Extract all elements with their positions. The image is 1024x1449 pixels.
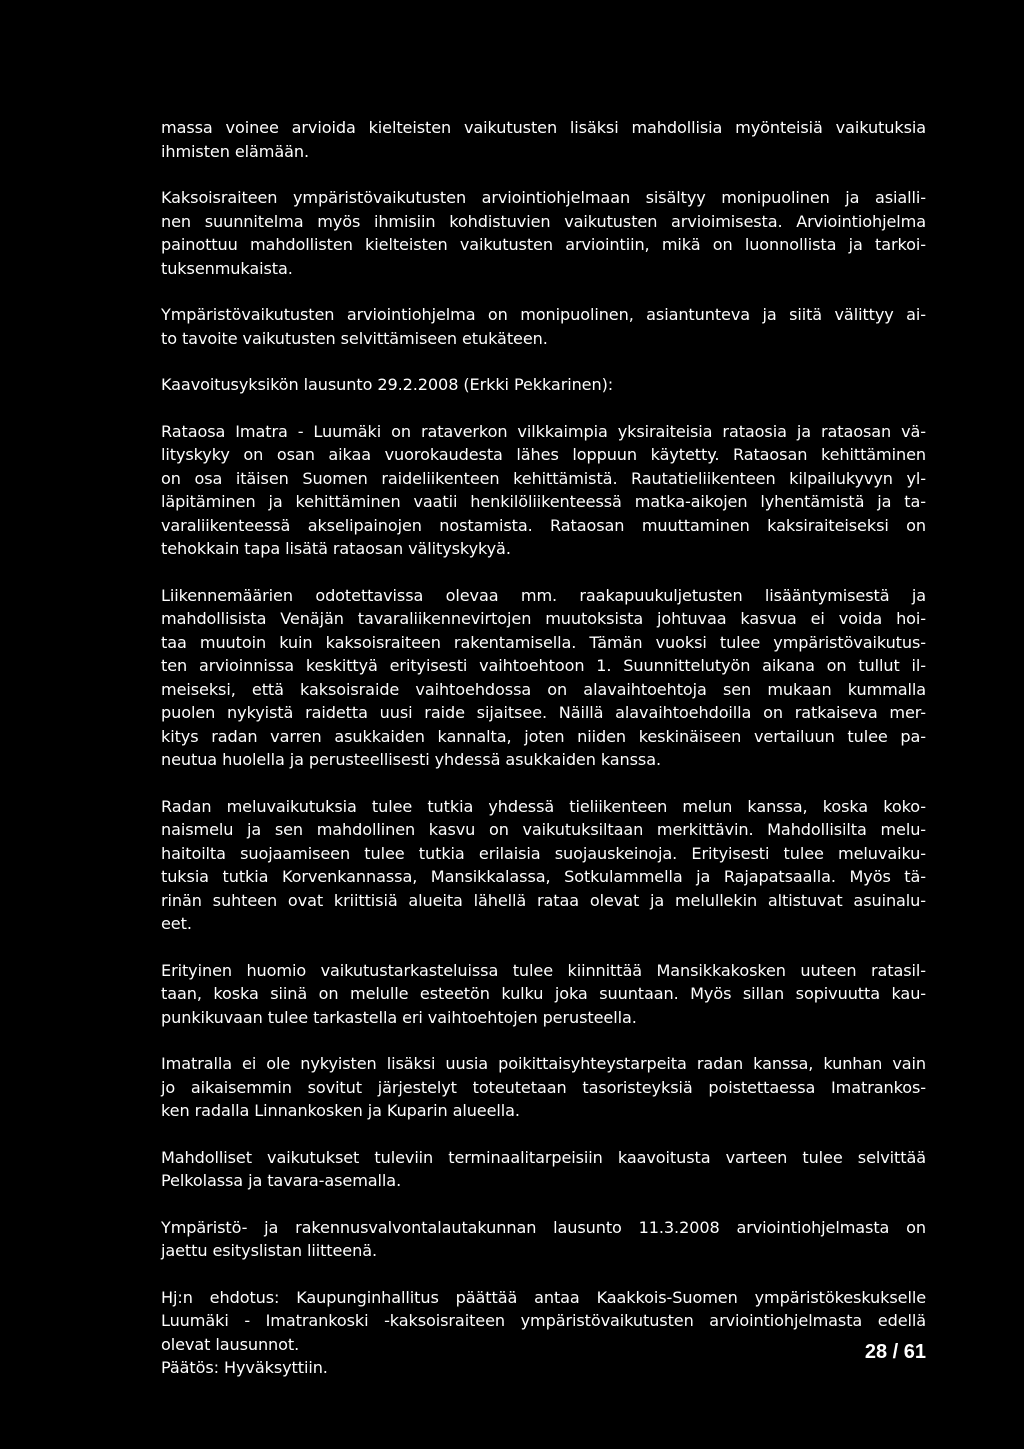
text-line: eet. xyxy=(161,914,192,933)
paragraph-noise xyxy=(161,795,926,936)
text-line: ten arvioinnissa keskittyä erityisesti vaihtoehtoon 1. Suunnittelutyön aikana on tullut il- xyxy=(161,656,926,675)
paragraph-proposal xyxy=(161,1286,926,1357)
paragraph-terminals xyxy=(161,1146,926,1193)
paragraph-program-summary xyxy=(161,303,926,350)
text-line: Kaksoisraiteen ympäristövaikutusten arviointiohjelmaan sisältyy monipuolinen ja asialli- xyxy=(161,188,926,207)
text-line: varaliikenteessä akselipainojen nostamista. Rataosan muuttaminen kaksiraiteiseksi on xyxy=(161,515,926,535)
text-line: Kaavoitusyksikön lausunto 29.2.2008 (Erkki Pekkarinen): xyxy=(161,375,614,394)
text-line: taa muutoin kuin kaksoisraiteen rakentamisella. Tämän vuoksi tulee ympäristövaikutus- xyxy=(161,632,926,652)
text-line: Rataosa Imatra - Luumäki on rataverkon vilkkaimpia yksiraiteisia rataosia ja rataosan vä- xyxy=(161,421,926,441)
text-line: massa voinee arvioida kielteisten vaikutusten lisäksi mahdollisia myönteisiä vaikutuksia xyxy=(161,118,926,137)
text-line: Mahdolliset vaikutukset tuleviin terminaalitarpeisiin kaavoitusta varteen tulee selvittää xyxy=(161,1147,926,1167)
text-line: tuksia tutkia Korvenkannassa, Mansikkalassa, Sotkulammella ja Rajapatsaalla. Myös tä- xyxy=(161,867,926,886)
text-line: puolen nykyistä raidetta uusi raide sijaitsee. Näillä alavaihtoehdoilla on ratkaiseva mer- xyxy=(161,703,926,722)
text-line: rinän suhteen ovat kriittisiä alueita lähellä rataa olevat ja melullekin altistuvat asuinalu- xyxy=(161,890,926,910)
text-line: Liikennemäärien odotettavissa olevaa mm. raakapuukuljetusten lisääntymisestä ja xyxy=(161,585,926,605)
text-line: tehokkain tapa lisätä rataosan välityskykyä. xyxy=(161,539,511,558)
text-line: Imatralla ei ole nykyisten lisäksi uusia poikittaisyhteystarpeita radan kanssa, kunhan vain xyxy=(161,1054,926,1073)
text-line: to tavoite vaikutusten selvittämiseen etukäteen. xyxy=(161,328,548,348)
text-line: neutua huolella ja perusteellisesti yhdessä asukkaiden kanssa. xyxy=(161,750,661,769)
text-line: Ympäristö- ja rakennusvalvontalautakunnan lausunto 11.3.2008 arviointiohjelmasta on xyxy=(161,1217,926,1237)
text-line: ihmisten elämään. xyxy=(161,141,309,161)
text-line: taan, koska siinä on melulle esteetön kulku joka suuntaan. Myös sillan sopivuutta kau- xyxy=(161,984,926,1003)
text-line: haitoilta suojaamiseen tulee tutkia erilaisia suojauskeinoja. Erityisesti tulee meluvaiku- xyxy=(161,843,926,863)
text-line: Päätös: Hyväksyttiin. xyxy=(161,1358,328,1377)
text-line: lityskyky on osan aikaa vuorokaudesta lähes loppuun käytetty. Rataosan kehittäminen xyxy=(161,445,926,464)
text-line: Ympäristövaikutusten arviointiohjelma on monipuolinen, asiantunteva ja siitä välittyy ai- xyxy=(161,305,926,324)
text-line: nen suunnitelma myös ihmisiin kohdistuvien vaikutusten arvioimisesta. Arviointiohjelma xyxy=(161,211,926,231)
text-line: Hj:n ehdotus: Kaupunginhallitus päättää antaa Kaakkois-Suomen ympäristökeskukselle xyxy=(161,1287,926,1307)
paragraph-crossings xyxy=(161,1052,926,1123)
page-number: 28 / 61 xyxy=(864,1341,926,1363)
text-line: meiseksi, että kaksoisraide vaihtoehdossa on alavaihtoehtoja sen mukaan kummalla xyxy=(161,679,926,699)
text-line: Erityinen huomio vaikutustarkasteluissa tulee kiinnittää Mansikkakosken uuteen ratasil- xyxy=(161,960,926,980)
text-line: olevat lausunnot. xyxy=(161,1334,300,1354)
text-line: Pelkolassa ja tavara-asemalla. xyxy=(161,1171,402,1190)
text-line: punkikuvaan tulee tarkastella eri vaihtoehtojen perusteella. xyxy=(161,1007,637,1027)
paragraph-intro xyxy=(161,116,926,163)
paragraph-decision xyxy=(161,1356,926,1380)
text-line: jo aikaisemmin sovitut järjestelyt toteutetaan tasoristeyksiä poistettaessa Imatrankos- xyxy=(161,1077,926,1097)
paragraph-environment-board xyxy=(161,1216,926,1263)
section-heading-zoning-statement xyxy=(161,373,926,397)
paragraph-program-content xyxy=(161,186,926,280)
document-page xyxy=(161,116,926,1380)
text-line: mahdollisista Venäjän tavaraliikennevirtojen muutoksista johtuvaa kasvua ei voida hoi- xyxy=(161,609,926,628)
text-line: Luumäki - Imatrankoski -kaksoisraiteen ympäristövaikutusten arviointiohjelmasta edellä xyxy=(161,1311,926,1330)
paragraph-traffic-volumes xyxy=(161,584,926,772)
paragraph-capacity xyxy=(161,420,926,561)
text-line: tuksenmukaista. xyxy=(161,258,293,278)
text-line: painottuu mahdollisten kielteisten vaikutusten arviointiin, mikä on luonnollista ja tarkoi- xyxy=(161,235,926,254)
text-line: ken radalla Linnankosken ja Kuparin alueella. xyxy=(161,1101,520,1120)
paragraph-bridge xyxy=(161,959,926,1030)
text-line: kitys radan varren asukkaiden kannalta, joten niiden keskinäiseen vertailuun tulee pa- xyxy=(161,726,926,746)
text-line: on osa itäisen Suomen raideliikenteen kehittämistä. Rautatieliikenteen kilpailukyvyn yl- xyxy=(161,468,926,488)
text-line: Radan meluvaikutuksia tulee tutkia yhdessä tieliikenteen melun kanssa, koska koko- xyxy=(161,796,926,816)
text-line: naismelu ja sen mahdollinen kasvu on vaikutuksiltaan merkittävin. Mahdollisilta melu- xyxy=(161,820,926,839)
text-line: läpitäminen ja kehittäminen vaatii henkilöliikenteessä matka-aikojen lyhentämistä ja ta- xyxy=(161,492,926,511)
text-line: jaettu esityslistan liitteenä. xyxy=(161,1241,377,1260)
